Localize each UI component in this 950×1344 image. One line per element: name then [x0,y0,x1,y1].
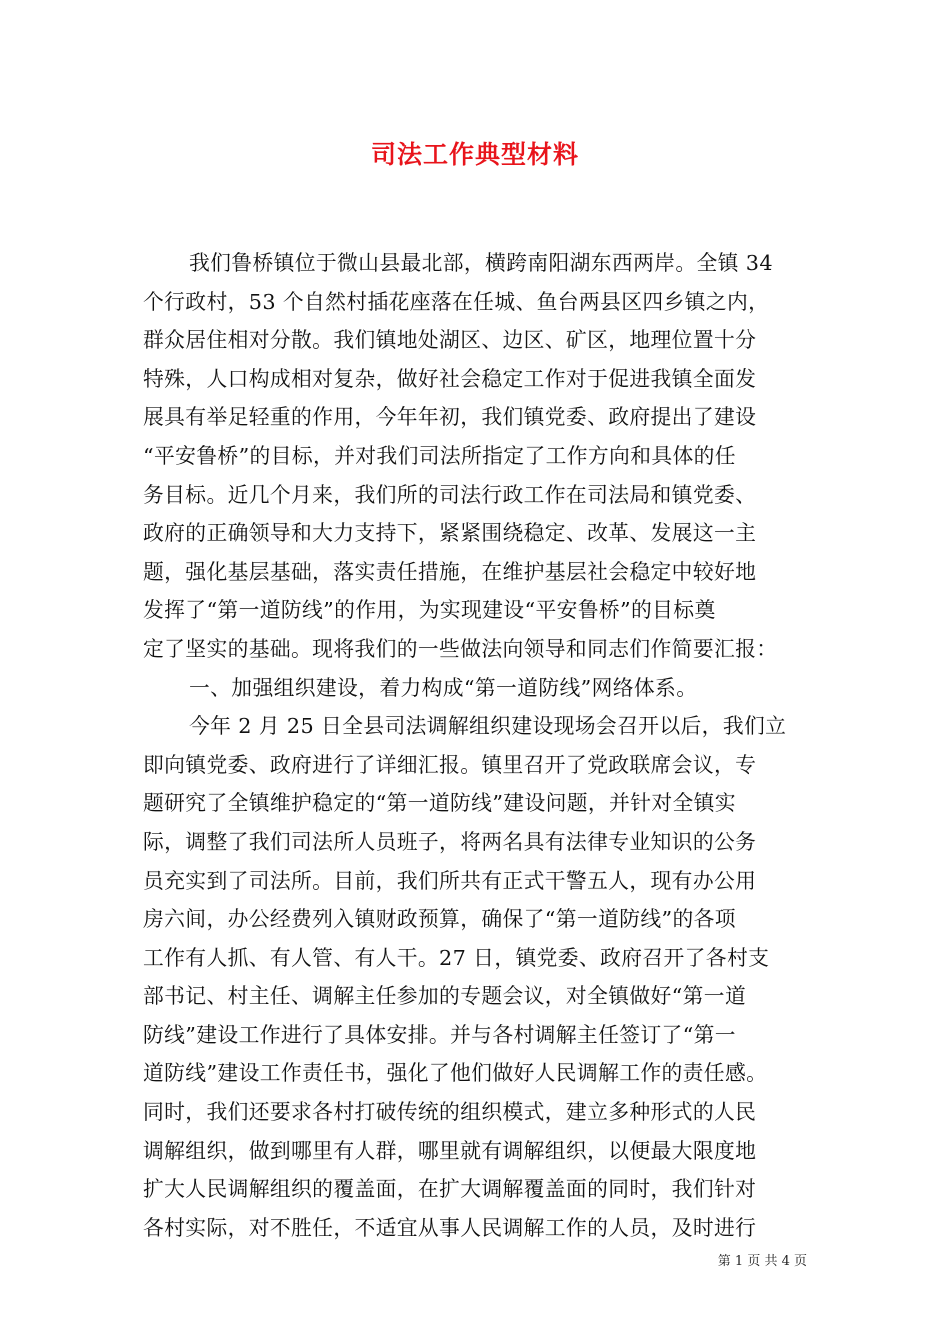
body-line: 特殊，人口构成相对复杂，做好社会稳定工作对于促进我镇全面发 [143,366,757,391]
body-line: 防线”建设工作进行了具体安排。并与各村调解主任签订了“第一 [143,1022,736,1047]
body-line: 个行政村，53 个自然村插花座落在任城、鱼台两县区四乡镇之内， [143,289,770,314]
body-line: 即向镇党委、政府进行了详细汇报。镇里召开了党政联席会议，专 [143,752,757,777]
body-line: 道防线”建设工作责任书，强化了他们做好人民调解工作的责任感。 [143,1061,768,1086]
body-line: 务目标。近几个月来，我们所的司法行政工作在司法局和镇党委、 [143,482,757,507]
body-line: 题研究了全镇维护稳定的“第一道防线”建设问题，并针对全镇实 [143,791,736,816]
body-line: 政府的正确领导和大力支持下，紧紧围绕稳定、改革、发展这一主 [143,521,757,546]
body-line: 我们鲁桥镇位于微山县最北部，横跨南阳湖东西两岸。全镇 34 [189,251,773,275]
body-line: 部书记、村主任、调解主任参加的专题会议，对全镇做好“第一道 [143,984,747,1009]
body-line: 际，调整了我们司法所人员班子，将两名具有法律专业知识的公务 [143,829,757,854]
document-body [143,244,815,1247]
body-line: 一、加强组织建设，着力构成“第一道防线”网络体系。 [189,675,698,700]
body-line: 工作有人抓、有人管、有人干。27 日，镇党委、政府召开了各村支 [143,945,770,970]
body-line: 群众居住相对分散。我们镇地处湖区、边区、矿区，地理位置十分 [143,328,757,353]
document-title: 司法工作典型材料 [370,140,579,169]
body-line: 同时，我们还要求各村打破传统的组织模式，建立多种形式的人民 [143,1100,757,1125]
body-line: 发挥了“第一道防线”的作用，为实现建设“平安鲁桥”的目标奠 [143,598,716,623]
body-line: 展具有举足轻重的作用，今年年初，我们镇党委、政府提出了建设 [143,405,757,430]
body-line: “平安鲁桥”的目标，并对我们司法所指定了工作方向和具体的任 [143,443,736,468]
body-line: 定了坚实的基础。现将我们的一些做法向领导和同志们作简要汇报： [143,636,778,661]
body-line: 各村实际，对不胜任，不适宜从事人民调解工作的人员，及时进行 [143,1215,757,1240]
body-line: 房六间，办公经费列入镇财政预算，确保了“第一道防线”的各项 [143,907,736,932]
page-number-footer [718,1250,807,1269]
page-number-label: 第 1 页 共 4 页 [717,1254,807,1269]
body-line: 员充实到了司法所。目前，我们所共有正式干警五人，现有办公用 [143,868,757,893]
body-line: 今年 2 月 25 日全县司法调解组织建设现场会召开以后，我们立 [189,714,787,739]
body-line: 题，强化基层基础，落实责任措施，在维护基层社会稳定中较好地 [143,559,757,584]
body-line: 调解组织，做到哪里有人群，哪里就有调解组织，以便最大限度地 [143,1138,757,1163]
body-line: 扩大人民调解组织的覆盖面，在扩大调解覆盖面的同时，我们针对 [143,1177,757,1202]
